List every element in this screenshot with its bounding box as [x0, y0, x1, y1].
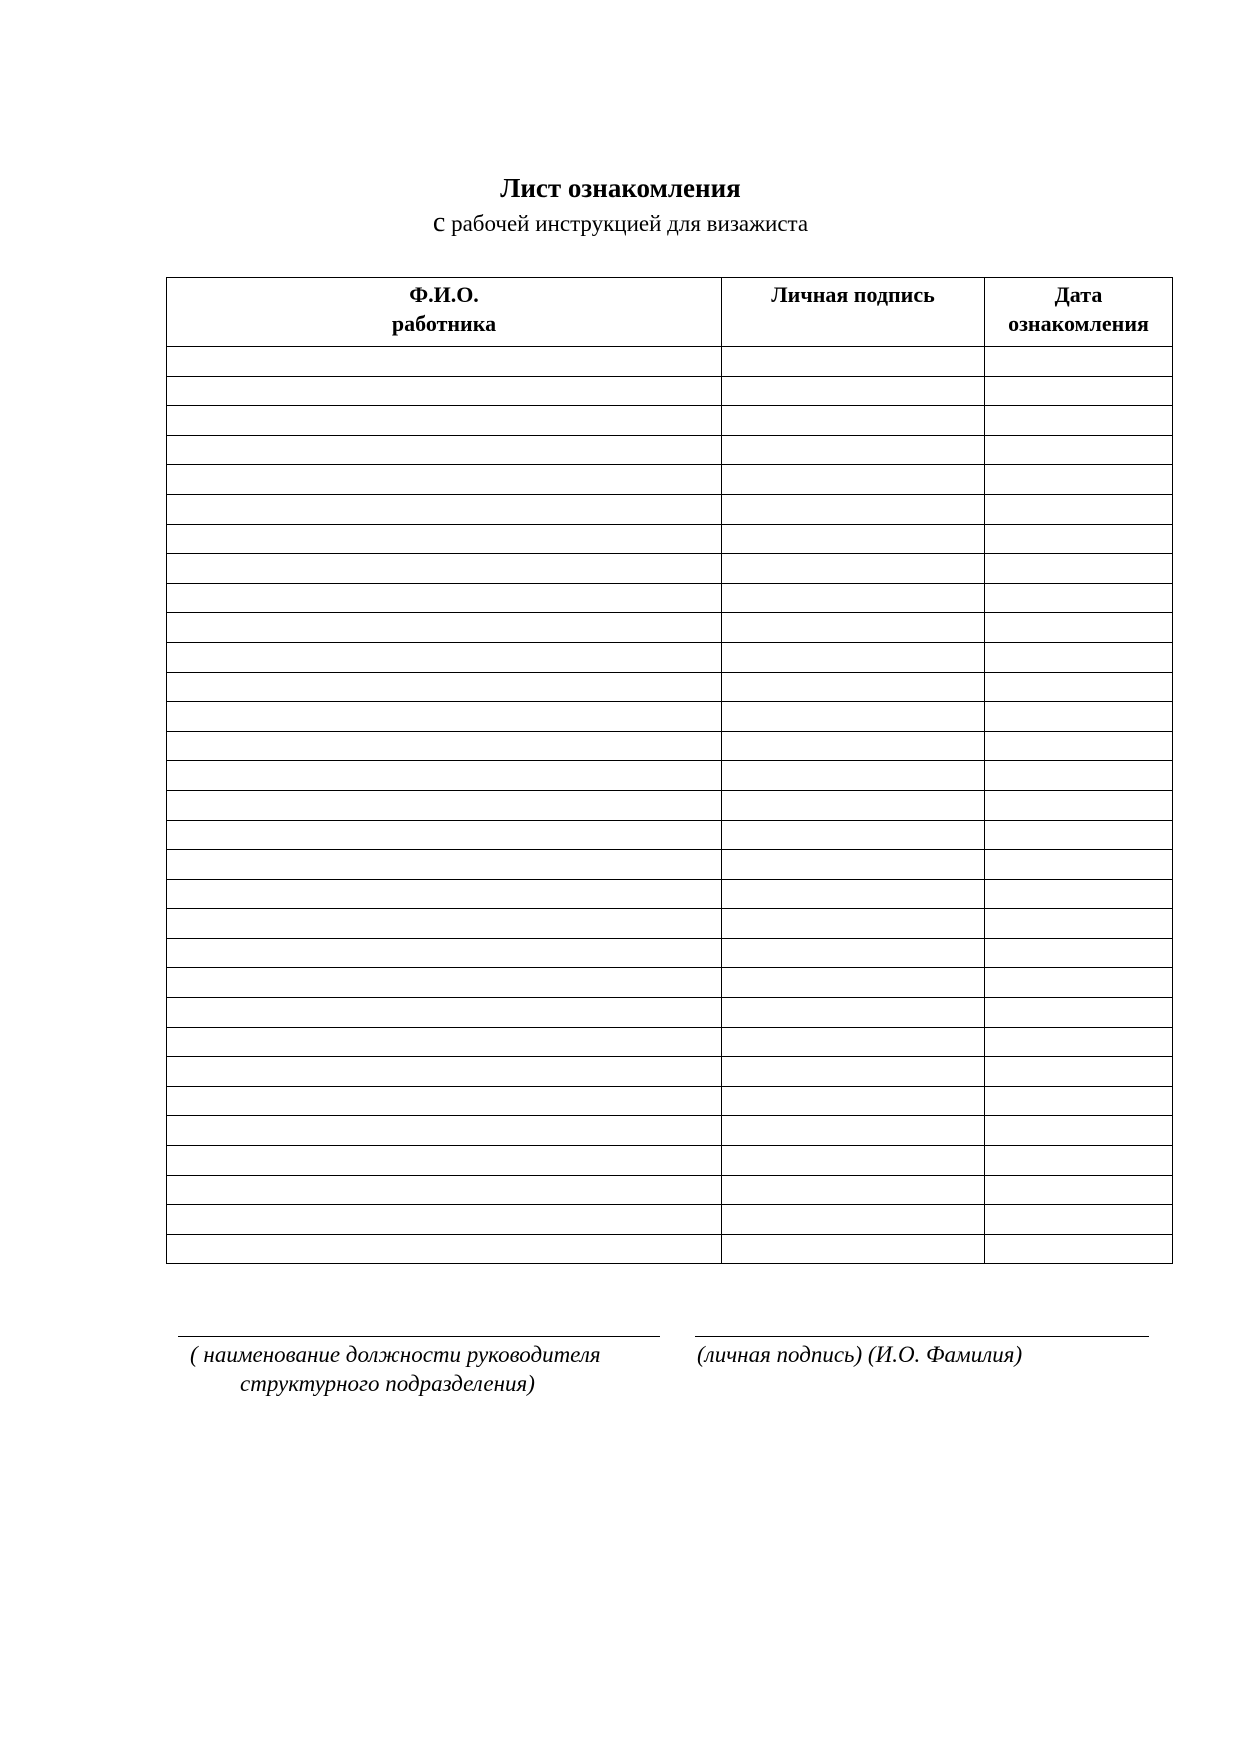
header-name-line1: Ф.И.О. — [409, 282, 479, 307]
table-row — [167, 376, 1173, 406]
table-row — [167, 790, 1173, 820]
subtitle-text: рабочей инструкцией для визажиста — [445, 211, 809, 236]
signature-cell[interactable] — [722, 968, 985, 998]
date-cell[interactable] — [985, 938, 1173, 968]
personal-signature-line — [695, 1336, 1149, 1337]
signature-cell[interactable] — [722, 1146, 985, 1176]
table-row — [167, 435, 1173, 465]
signature-cell[interactable] — [722, 613, 985, 643]
signature-cell[interactable] — [722, 554, 985, 584]
date-cell[interactable] — [985, 968, 1173, 998]
table-row — [167, 554, 1173, 584]
header-date-line1: Дата — [1054, 282, 1103, 307]
name-cell[interactable] — [167, 702, 722, 732]
header-name-line2: работника — [391, 311, 497, 336]
date-cell[interactable] — [985, 879, 1173, 909]
table-row — [167, 1175, 1173, 1205]
signature-cell[interactable] — [722, 702, 985, 732]
signature-cell[interactable] — [722, 1086, 985, 1116]
date-cell[interactable] — [985, 909, 1173, 939]
table-row — [167, 672, 1173, 702]
signature-cell[interactable] — [722, 1027, 985, 1057]
name-cell[interactable] — [167, 524, 722, 554]
date-cell[interactable] — [985, 1116, 1173, 1146]
table-body — [167, 347, 1173, 1264]
date-cell[interactable] — [985, 406, 1173, 436]
signature-cell[interactable] — [722, 731, 985, 761]
table-row — [167, 1146, 1173, 1176]
header-employee-name — [167, 278, 722, 347]
name-cell[interactable] — [167, 790, 722, 820]
table-header-row — [167, 278, 1173, 347]
name-cell[interactable] — [167, 968, 722, 998]
name-cell[interactable] — [167, 1086, 722, 1116]
name-cell[interactable] — [167, 820, 722, 850]
name-cell[interactable] — [167, 909, 722, 939]
signature-cell[interactable] — [722, 1057, 985, 1087]
table-row — [167, 1234, 1173, 1264]
date-cell[interactable] — [985, 376, 1173, 406]
table-row — [167, 494, 1173, 524]
name-cell[interactable] — [167, 1027, 722, 1057]
signature-cell[interactable] — [722, 820, 985, 850]
header-date-line2: ознакомления — [1008, 311, 1149, 336]
table-row — [167, 1057, 1173, 1087]
signature-cell[interactable] — [722, 761, 985, 791]
date-cell[interactable] — [985, 583, 1173, 613]
header-signature — [722, 278, 985, 347]
table-row — [167, 761, 1173, 791]
signature-cell[interactable] — [722, 435, 985, 465]
name-cell[interactable] — [167, 347, 722, 377]
header-signature-label: Личная подпись — [771, 282, 935, 307]
name-cell[interactable] — [167, 1205, 722, 1235]
signature-cell[interactable] — [722, 465, 985, 495]
table-row — [167, 850, 1173, 880]
table-row — [167, 1027, 1173, 1057]
signature-cell[interactable] — [722, 642, 985, 672]
name-cell[interactable] — [167, 1175, 722, 1205]
name-cell[interactable] — [167, 731, 722, 761]
signature-cell[interactable] — [722, 879, 985, 909]
document-title: Лист ознакомления — [500, 173, 741, 203]
date-cell[interactable] — [985, 761, 1173, 791]
signature-cell[interactable] — [722, 406, 985, 436]
name-cell[interactable] — [167, 613, 722, 643]
table-row — [167, 1086, 1173, 1116]
table-row — [167, 465, 1173, 495]
signature-cell[interactable] — [722, 1234, 985, 1264]
signature-cell[interactable] — [722, 376, 985, 406]
signature-cell[interactable] — [722, 494, 985, 524]
signature-cell[interactable] — [722, 1175, 985, 1205]
signature-cell[interactable] — [722, 790, 985, 820]
signature-cell[interactable] — [722, 524, 985, 554]
name-cell[interactable] — [167, 938, 722, 968]
date-cell[interactable] — [985, 1205, 1173, 1235]
date-cell[interactable] — [985, 1086, 1173, 1116]
acquaintance-table — [166, 277, 1173, 1264]
date-cell[interactable] — [985, 347, 1173, 377]
name-cell[interactable] — [167, 406, 722, 436]
name-cell[interactable] — [167, 672, 722, 702]
table-row — [167, 406, 1173, 436]
date-cell[interactable] — [985, 1027, 1173, 1057]
signature-cell[interactable] — [722, 850, 985, 880]
date-cell[interactable] — [985, 554, 1173, 584]
date-cell[interactable] — [985, 465, 1173, 495]
table-row — [167, 642, 1173, 672]
table-row — [167, 879, 1173, 909]
position-caption-line2: структурного подразделения) — [240, 1371, 535, 1396]
table-row — [167, 909, 1173, 939]
date-cell[interactable] — [985, 1057, 1173, 1087]
signature-cell[interactable] — [722, 998, 985, 1028]
name-cell[interactable] — [167, 761, 722, 791]
table-row — [167, 998, 1173, 1028]
name-cell[interactable] — [167, 494, 722, 524]
signature-cell[interactable] — [722, 938, 985, 968]
date-cell[interactable] — [985, 1175, 1173, 1205]
date-cell[interactable] — [985, 494, 1173, 524]
position-signature-line — [178, 1336, 660, 1337]
signature-cell[interactable] — [722, 1116, 985, 1146]
name-cell[interactable] — [167, 850, 722, 880]
date-cell[interactable] — [985, 435, 1173, 465]
table-row — [167, 702, 1173, 732]
table-row — [167, 1116, 1173, 1146]
date-cell[interactable] — [985, 998, 1173, 1028]
header-date — [985, 278, 1173, 347]
document-subtitle — [0, 208, 1241, 239]
signature-caption: (личная подпись) (И.О. Фамилия) — [697, 1342, 1023, 1367]
signature-cell[interactable] — [722, 1205, 985, 1235]
subtitle-first-letter: с — [432, 207, 446, 238]
date-cell[interactable] — [985, 731, 1173, 761]
signature-cell[interactable] — [722, 347, 985, 377]
date-cell[interactable] — [985, 790, 1173, 820]
signature-cell[interactable] — [722, 909, 985, 939]
position-caption-line1: ( наименование должности руководителя — [190, 1342, 601, 1367]
table-row — [167, 347, 1173, 377]
signature-cell[interactable] — [722, 583, 985, 613]
name-cell[interactable] — [167, 554, 722, 584]
table-row — [167, 583, 1173, 613]
name-cell[interactable] — [167, 642, 722, 672]
date-cell[interactable] — [985, 702, 1173, 732]
date-cell[interactable] — [985, 524, 1173, 554]
date-cell[interactable] — [985, 1234, 1173, 1264]
table-row — [167, 938, 1173, 968]
name-cell[interactable] — [167, 879, 722, 909]
name-cell[interactable] — [167, 1116, 722, 1146]
date-cell[interactable] — [985, 850, 1173, 880]
date-cell[interactable] — [985, 613, 1173, 643]
name-cell[interactable] — [167, 435, 722, 465]
table-row — [167, 731, 1173, 761]
table-row — [167, 613, 1173, 643]
name-cell[interactable] — [167, 1234, 722, 1264]
name-cell[interactable] — [167, 376, 722, 406]
table-row — [167, 820, 1173, 850]
table-row — [167, 524, 1173, 554]
name-cell[interactable] — [167, 465, 722, 495]
date-cell[interactable] — [985, 672, 1173, 702]
date-cell[interactable] — [985, 820, 1173, 850]
date-cell[interactable] — [985, 1146, 1173, 1176]
table-row — [167, 968, 1173, 998]
name-cell[interactable] — [167, 1146, 722, 1176]
table-row — [167, 1205, 1173, 1235]
name-cell[interactable] — [167, 998, 722, 1028]
signature-cell[interactable] — [722, 672, 985, 702]
name-cell[interactable] — [167, 1057, 722, 1087]
name-cell[interactable] — [167, 583, 722, 613]
date-cell[interactable] — [985, 642, 1173, 672]
